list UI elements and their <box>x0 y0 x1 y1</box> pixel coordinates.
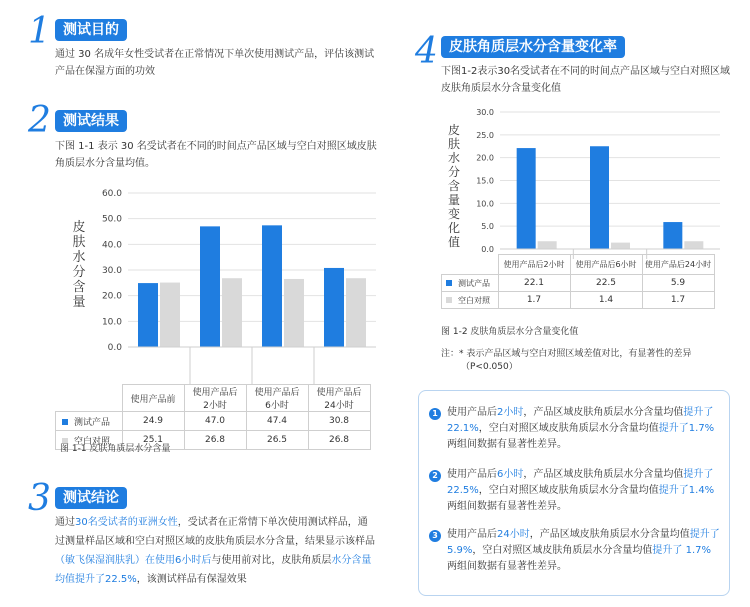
bar-blank-control <box>222 278 242 347</box>
note-highlight: 22.5% <box>447 485 479 496</box>
section-4-text: 下图1-2表示30名受试者在不同的时间点产品区域与空白对照区域皮肤角质层水分含量变化值 <box>441 66 731 94</box>
note-text: ，产品区域皮肤角质层水分含量均值 <box>523 407 684 418</box>
value-cell: 47.0 <box>184 412 246 431</box>
category-label: 使用产品前 <box>130 394 176 405</box>
section-2-title: 测试结果 <box>55 110 127 132</box>
y-axis-label-char: 含 <box>72 280 86 295</box>
y-tick-label: 50.0 <box>101 214 122 225</box>
section-3-number: 3 <box>28 478 51 519</box>
value-cell: 22.5 <box>570 275 642 292</box>
note-number-badge: 1 <box>429 408 441 420</box>
note-highlight: 1.7% <box>682 545 711 556</box>
note-highlight: 24小时 <box>497 529 530 540</box>
note-text: ，产品区域皮肤角质层水分含量均值 <box>529 529 690 540</box>
category-label: 2小时 <box>203 401 227 411</box>
series-legend-cell <box>442 292 499 309</box>
table-header-cell <box>184 385 246 412</box>
note-3 <box>447 527 721 575</box>
y-tick-label: 30.0 <box>101 266 122 276</box>
legend-swatch <box>446 280 452 286</box>
value-cell: 30.8 <box>308 412 370 431</box>
s3-part: ，受试者在正常情下单次使用测试样品，通过测量样品区域和空白对照区域的皮肤角质层水分含量，结果显示该样品 <box>55 517 375 547</box>
chart-2-caption: 图 1-2 皮肤角质层水分含量变化值 <box>441 327 579 337</box>
y-axis-label-char: 变 <box>447 207 461 221</box>
legend-swatch <box>62 419 68 425</box>
note-highlight: 提升了 <box>658 485 689 496</box>
note-text: 两组间数据有显著性差异。 <box>447 561 567 572</box>
section-2-number: 2 <box>28 100 51 141</box>
bar-test-product <box>663 222 682 249</box>
y-axis-label-char: 皮 <box>72 220 86 235</box>
note-text: ，产品区域皮肤角质层水分含量均值 <box>523 469 684 480</box>
note-text: ，空白对照区域皮肤角质层水分含量均值 <box>472 545 653 556</box>
note-highlight: 2小时 <box>497 407 524 418</box>
category-label: 6小时 <box>265 401 289 411</box>
category-label: 使用产品后 <box>254 388 300 398</box>
value-cell: 22.1 <box>498 275 570 292</box>
bar-test-product <box>590 146 609 249</box>
value-cell: 1.7 <box>642 292 714 309</box>
value-cell: 26.5 <box>246 431 308 450</box>
category-label: 使用产品后24小时 <box>642 255 714 275</box>
note-highlight: 提升了 <box>683 469 714 480</box>
bar-test-product <box>200 226 220 347</box>
value-cell: 5.9 <box>642 275 714 292</box>
bar-blank-control <box>538 241 557 249</box>
y-axis-label-char: 水 <box>447 151 461 165</box>
series-legend-cell <box>442 275 499 292</box>
bar-blank-control <box>284 279 304 347</box>
s3-part: 通过 <box>55 517 75 528</box>
note-highlight: 提升了 <box>689 529 720 540</box>
category-label: 使用产品后 <box>316 388 362 398</box>
note-text: ，空白对照区域皮肤角质层水分含量均值 <box>478 423 659 434</box>
y-axis-label-char: 含 <box>447 179 461 193</box>
section-3-title: 测试结论 <box>55 487 127 509</box>
bar-test-product <box>138 283 158 347</box>
chart-2-note-line1: 注：* 表示产品区域与空白对照区域差值对比，有显著性的差异 <box>441 349 692 359</box>
note-highlight: 1.7% <box>688 423 715 434</box>
y-tick-label: 20.0 <box>101 291 122 302</box>
chart-2-note-line2: （P<0.050） <box>461 362 518 372</box>
section-4-title: 皮肤角质层水分含量变化率 <box>441 36 625 58</box>
note-number-badge: 3 <box>429 530 441 542</box>
chart-2-svg <box>440 104 730 259</box>
y-tick-label: 5.0 <box>481 222 494 232</box>
y-axis-label-char: 肤 <box>447 137 461 151</box>
bar-test-product <box>517 148 536 249</box>
legend-label: 空白对照 <box>74 436 111 447</box>
s3-highlight: （敏飞保湿润肤乳）在使用6小时后 <box>55 555 212 566</box>
y-tick-label: 0.0 <box>481 245 494 254</box>
y-tick-label: 0.0 <box>107 343 122 353</box>
value-cell: 25.1 <box>122 431 184 450</box>
section-3-text <box>55 513 377 589</box>
bar-test-product <box>262 225 282 347</box>
y-axis-label-char: 肤 <box>72 235 86 250</box>
legend-label: 测试产品 <box>74 417 111 428</box>
category-label: 使用产品后 <box>192 388 238 398</box>
table-header-cell <box>122 385 184 412</box>
y-tick-label: 30.0 <box>476 108 494 117</box>
y-tick-label: 15.0 <box>476 176 494 186</box>
note-highlight: 提升了 <box>683 407 714 418</box>
note-highlight: 22.1% <box>447 423 479 434</box>
y-tick-label: 10.0 <box>101 317 122 328</box>
section-1-text: 通过 30 名成年女性受试者在正常情况下单次使用测试产品，评估该测试产品在保湿方面的功效 <box>55 49 375 77</box>
note-1 <box>447 405 721 453</box>
note-number-badge: 2 <box>429 470 441 482</box>
bar-test-product <box>324 268 344 347</box>
bar-blank-control <box>160 283 180 347</box>
section-1-title: 测试目的 <box>55 19 127 41</box>
value-cell: 24.9 <box>122 412 184 431</box>
note-highlight: 1.4% <box>688 485 715 496</box>
section-2-text: 下图 1-1 表示 30 名受试者在不同的时间点产品区域与空白对照区域皮肤角质层水分含量均值。 <box>55 141 377 169</box>
chart-1-caption: 图 1-1 皮肤角质层水分含量 <box>60 444 171 454</box>
y-axis-label-char: 量 <box>72 295 86 310</box>
note-highlight: 6小时 <box>497 469 524 480</box>
s3-part: ，该测试样品有保湿效果 <box>136 574 247 585</box>
bar-blank-control <box>611 243 630 249</box>
y-tick-label: 10.0 <box>476 199 494 209</box>
value-cell: 26.8 <box>308 431 370 450</box>
value-cell: 47.4 <box>246 412 308 431</box>
note-2 <box>447 467 721 515</box>
note-highlight: 提升了 <box>652 545 683 556</box>
section-4-number: 4 <box>415 31 438 72</box>
findings-box <box>418 390 730 596</box>
s3-highlight: 30名受试者的亚洲女性 <box>75 517 178 528</box>
category-label: 使用产品后6小时 <box>570 255 642 275</box>
y-axis-label-char: 水 <box>72 250 86 265</box>
legend-label: 空白对照 <box>458 295 490 305</box>
table-header-cell <box>246 385 308 412</box>
legend-label: 测试产品 <box>458 278 490 288</box>
y-axis-label-char: 皮 <box>447 123 461 137</box>
note-text: 两组间数据有显著性差异。 <box>447 439 567 450</box>
note-text: 两组间数据有显著性差异。 <box>447 501 567 512</box>
y-axis-label-char: 化 <box>447 221 461 235</box>
value-cell: 1.4 <box>570 292 642 309</box>
value-cell: 26.8 <box>184 431 246 450</box>
y-tick-label: 20.0 <box>476 153 494 163</box>
legend-swatch <box>446 297 452 303</box>
s3-part: 与使用前对比，皮肤角质层 <box>211 555 332 566</box>
y-axis-label-char: 值 <box>447 235 461 249</box>
table-corner <box>442 255 499 275</box>
value-cell: 1.7 <box>498 292 570 309</box>
y-tick-label: 25.0 <box>476 130 494 140</box>
y-tick-label: 40.0 <box>101 240 122 251</box>
table-header-cell <box>308 385 370 412</box>
bar-blank-control <box>346 278 366 347</box>
note-text: ，空白对照区域皮肤角质层水分含量均值 <box>478 485 659 496</box>
y-axis-label-char: 分 <box>447 165 461 179</box>
category-label: 24小时 <box>324 401 354 411</box>
bar-blank-control <box>684 241 703 249</box>
y-axis-label-char: 量 <box>447 193 461 207</box>
chart-2 <box>440 104 730 259</box>
series-legend-cell <box>56 412 123 431</box>
s3-highlight: 水分含量均值提升了22.5% <box>55 555 372 585</box>
y-axis-label-char: 分 <box>72 265 86 280</box>
category-label: 使用产品后2小时 <box>498 255 570 275</box>
note-highlight: 5.9% <box>447 545 473 556</box>
section-1-number: 1 <box>28 11 51 52</box>
note-text: 使用产品后 <box>447 469 497 480</box>
note-text: 使用产品后 <box>447 529 497 540</box>
chart-2-table <box>441 254 715 309</box>
y-tick-label: 60.0 <box>101 189 122 199</box>
note-highlight: 提升了 <box>658 423 689 434</box>
note-text: 使用产品后 <box>447 407 497 418</box>
